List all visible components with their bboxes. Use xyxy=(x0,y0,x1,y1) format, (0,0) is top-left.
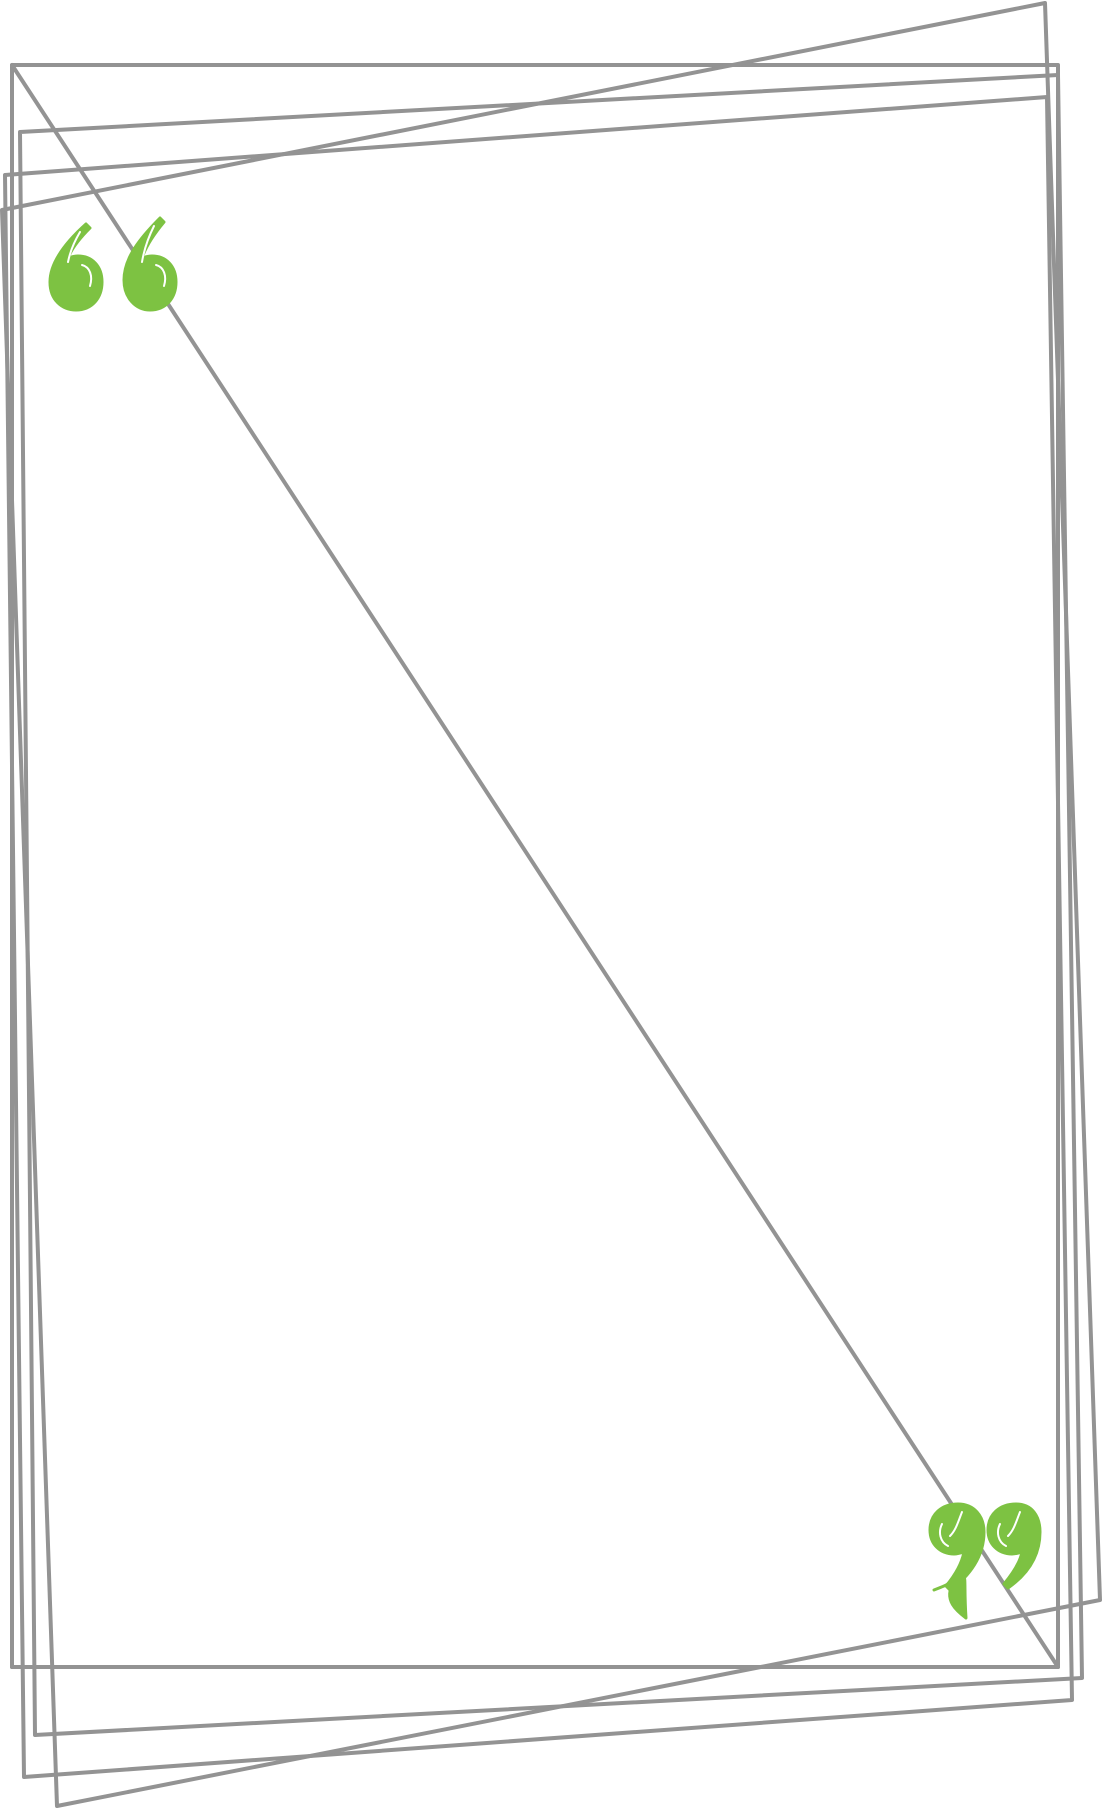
frame-rect-5 xyxy=(12,65,1058,1667)
frame-rect-3 xyxy=(5,97,1072,1777)
opening-quote-icon xyxy=(50,218,176,310)
opening-quote-mark-2 xyxy=(124,218,176,310)
closing-quote-mark-2 xyxy=(988,1504,1040,1588)
closing-quote-mark-1 xyxy=(930,1504,984,1618)
opening-quote-mark-1 xyxy=(50,224,102,310)
closing-quote-icon xyxy=(930,1504,1040,1618)
